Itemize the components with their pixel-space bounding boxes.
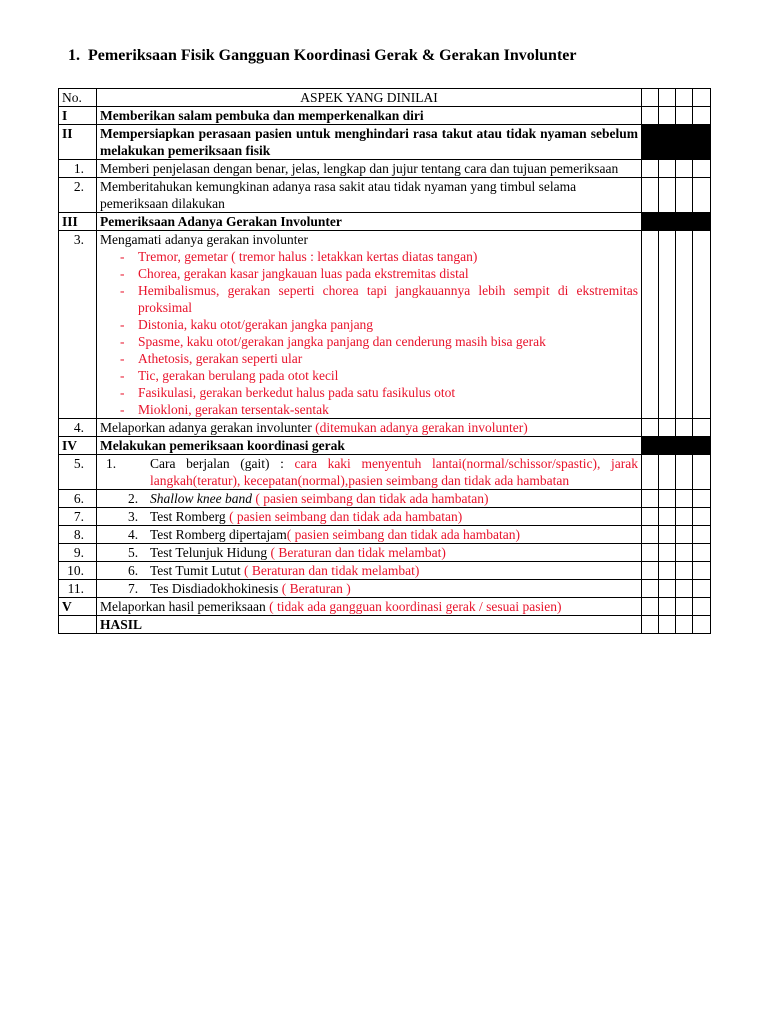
row-number: 6. bbox=[59, 490, 97, 508]
score-cell[interactable] bbox=[642, 419, 659, 437]
score-cell[interactable] bbox=[659, 231, 676, 419]
table-row bbox=[59, 231, 711, 419]
score-cell[interactable] bbox=[676, 526, 693, 544]
assessment-table bbox=[58, 88, 711, 634]
score-cell[interactable] bbox=[642, 107, 659, 125]
row-number: 7. bbox=[59, 508, 97, 526]
table-row bbox=[59, 490, 711, 508]
score-cell[interactable] bbox=[659, 455, 676, 490]
row-note: ( pasien seimbang dan tidak ada hambatan) bbox=[286, 527, 520, 542]
table-row bbox=[59, 508, 711, 526]
score-cell[interactable] bbox=[676, 562, 693, 580]
score-cell[interactable] bbox=[676, 544, 693, 562]
score-cell[interactable] bbox=[642, 598, 659, 616]
shaded-cell bbox=[642, 125, 659, 160]
list-item: - Miokloni, gerakan tersentak-sentak bbox=[120, 402, 329, 417]
row-number: 10. bbox=[59, 562, 97, 580]
score-cell[interactable] bbox=[642, 580, 659, 598]
score-cell[interactable] bbox=[693, 598, 711, 616]
row-number: 1. bbox=[59, 160, 97, 178]
row-aspect: 6. Test Tumit Lutut ( Beraturan dan tidak melambat) bbox=[97, 562, 642, 580]
row-note: ( Beraturan dan tidak melambat) bbox=[240, 563, 420, 578]
step-number: 6. bbox=[128, 563, 139, 578]
hasil-label: HASIL bbox=[97, 616, 642, 634]
score-cell[interactable] bbox=[676, 107, 693, 125]
score-cell[interactable] bbox=[659, 544, 676, 562]
list-item: - Hemibalismus, gerakan seperti chorea tapi jangkauannya lebih sempit di ekstremitas proksimal bbox=[120, 283, 638, 315]
score-cell[interactable] bbox=[659, 526, 676, 544]
shaded-cell bbox=[676, 125, 693, 160]
score-cell[interactable] bbox=[659, 160, 676, 178]
row-note: ( pasien seimbang dan tidak ada hambatan) bbox=[251, 491, 489, 506]
table-row bbox=[59, 213, 711, 231]
shaded-cell bbox=[659, 213, 676, 231]
table-row-hasil bbox=[59, 616, 711, 634]
step-number: 1. bbox=[106, 456, 117, 471]
header-aspek: ASPEK YANG DINILAI bbox=[97, 89, 642, 107]
score-cell[interactable] bbox=[659, 598, 676, 616]
score-cell[interactable] bbox=[642, 544, 659, 562]
score-cell[interactable] bbox=[693, 107, 711, 125]
list-item: - Fasikulasi, gerakan berkedut halus pada satu fasikulus otot bbox=[120, 385, 456, 400]
step-number: 2. bbox=[128, 491, 139, 506]
table-header-row bbox=[59, 89, 711, 107]
shaded-cell bbox=[659, 437, 676, 455]
list-item: - Spasme, kaku otot/gerakan jangka panjang dan cenderung masih bisa gerak bbox=[120, 334, 546, 349]
score-cell[interactable] bbox=[693, 160, 711, 178]
table-row bbox=[59, 160, 711, 178]
table-row bbox=[59, 544, 711, 562]
step-number: 3. bbox=[128, 509, 139, 524]
score-cell[interactable] bbox=[642, 508, 659, 526]
score-cell[interactable] bbox=[676, 419, 693, 437]
list-item: - Distonia, kaku otot/gerakan jangka panjang bbox=[120, 317, 374, 332]
header-no: No. bbox=[59, 89, 97, 107]
score-cell[interactable] bbox=[659, 508, 676, 526]
shaded-cell bbox=[642, 437, 659, 455]
row-note: cara kaki menyentuh lantai(normal/schissor/spastic), jarak langkah(teratur), kecepatan(normal),pasien seimbang dan tidak ada hambatan bbox=[150, 456, 638, 488]
row-number: V bbox=[59, 598, 97, 616]
score-cell[interactable] bbox=[642, 178, 659, 213]
involuntary-movement-list bbox=[100, 248, 638, 418]
row-number: I bbox=[59, 107, 97, 125]
row-number: 11. bbox=[59, 580, 97, 598]
shaded-cell bbox=[693, 125, 711, 160]
row-aspect: Melakukan pemeriksaan koordinasi gerak bbox=[97, 437, 642, 455]
score-cell[interactable] bbox=[676, 598, 693, 616]
table-row bbox=[59, 562, 711, 580]
score-cell[interactable] bbox=[659, 562, 676, 580]
title-text: Pemeriksaan Fisik Gangguan Koordinasi Gerak & Gerakan Involunter bbox=[88, 47, 577, 64]
table-row bbox=[59, 419, 711, 437]
row-number bbox=[59, 616, 97, 634]
row-aspect: 1. Cara berjalan (gait) : cara kaki menyentuh lantai(normal/schissor/spastic), jarak langkah(teratur), kecepatan(normal),pasien seimbang dan tidak ada hambatan bbox=[97, 455, 642, 490]
row-aspect bbox=[97, 231, 642, 419]
table-row bbox=[59, 178, 711, 213]
table-row bbox=[59, 437, 711, 455]
row-aspect-text: Mengamati adanya gerakan involunter bbox=[100, 232, 309, 247]
row-number: 8. bbox=[59, 526, 97, 544]
score-cell[interactable] bbox=[676, 616, 693, 634]
step-number: 4. bbox=[128, 527, 139, 542]
score-cell[interactable] bbox=[693, 508, 711, 526]
shaded-cell bbox=[642, 213, 659, 231]
score-cell[interactable] bbox=[693, 580, 711, 598]
table-row bbox=[59, 455, 711, 490]
row-number: 5. bbox=[59, 455, 97, 490]
row-aspect: Mempersiapkan perasaan pasien untuk menghindari rasa takut atau tidak nyaman sebelum melakukan pemeriksaan fisik bbox=[97, 125, 642, 160]
table-row bbox=[59, 107, 711, 125]
row-aspect: 7. Tes Disdiadokhokinesis ( Beraturan ) bbox=[97, 580, 642, 598]
row-number: IV bbox=[59, 437, 97, 455]
table-row bbox=[59, 125, 711, 160]
score-cell[interactable] bbox=[676, 490, 693, 508]
score-cell[interactable] bbox=[693, 89, 711, 107]
score-cell[interactable] bbox=[676, 178, 693, 213]
row-aspect: Melaporkan adanya gerakan involunter (ditemukan adanya gerakan involunter) bbox=[97, 419, 642, 437]
score-cell[interactable] bbox=[642, 89, 659, 107]
score-cell[interactable] bbox=[659, 580, 676, 598]
row-note: ( Beraturan ) bbox=[278, 581, 351, 596]
row-aspect: Memberitahukan kemungkinan adanya rasa sakit atau tidak nyaman yang timbul selama pemeriksaan dilakukan bbox=[97, 178, 642, 213]
row-note: ( pasien seimbang dan tidak ada hambatan) bbox=[225, 509, 463, 524]
score-cell[interactable] bbox=[642, 616, 659, 634]
score-cell[interactable] bbox=[693, 231, 711, 419]
row-aspect: 2. Shallow knee band ( pasien seimbang dan tidak ada hambatan) bbox=[97, 490, 642, 508]
row-aspect: 4. Test Romberg dipertajam( pasien seimbang dan tidak ada hambatan) bbox=[97, 526, 642, 544]
table-row bbox=[59, 526, 711, 544]
row-aspect: Melaporkan hasil pemeriksaan ( tidak ada gangguan koordinasi gerak / sesuai pasien) bbox=[97, 598, 642, 616]
score-cell[interactable] bbox=[659, 178, 676, 213]
shaded-cell bbox=[676, 213, 693, 231]
table-row bbox=[59, 598, 711, 616]
row-aspect: Memberikan salam pembuka dan memperkenalkan diri bbox=[97, 107, 642, 125]
score-cell[interactable] bbox=[642, 526, 659, 544]
score-cell[interactable] bbox=[693, 490, 711, 508]
step-number: 7. bbox=[128, 581, 139, 596]
row-number: 3. bbox=[59, 231, 97, 419]
list-item: - Chorea, gerakan kasar jangkauan luas pada ekstremitas distal bbox=[120, 266, 469, 281]
shaded-cell bbox=[676, 437, 693, 455]
score-cell[interactable] bbox=[659, 419, 676, 437]
score-cell[interactable] bbox=[693, 616, 711, 634]
score-cell[interactable] bbox=[693, 419, 711, 437]
score-cell[interactable] bbox=[693, 544, 711, 562]
shaded-cell bbox=[659, 125, 676, 160]
score-cell[interactable] bbox=[642, 455, 659, 490]
score-cell[interactable] bbox=[693, 526, 711, 544]
row-aspect: 3. Test Romberg ( pasien seimbang dan tidak ada hambatan) bbox=[97, 508, 642, 526]
page-title bbox=[68, 47, 576, 65]
row-number: III bbox=[59, 213, 97, 231]
row-number: 2. bbox=[59, 178, 97, 213]
score-cell[interactable] bbox=[659, 616, 676, 634]
score-cell[interactable] bbox=[676, 580, 693, 598]
score-cell[interactable] bbox=[676, 231, 693, 419]
row-number: 4. bbox=[59, 419, 97, 437]
table-row bbox=[59, 580, 711, 598]
shaded-cell bbox=[693, 213, 711, 231]
score-cell[interactable] bbox=[693, 562, 711, 580]
list-item: - Athetosis, gerakan seperti ular bbox=[120, 351, 303, 366]
score-cell[interactable] bbox=[676, 508, 693, 526]
score-cell[interactable] bbox=[642, 160, 659, 178]
score-cell[interactable] bbox=[693, 455, 711, 490]
row-aspect: Memberi penjelasan dengan benar, jelas, lengkap dan jujur tentang cara dan tujuan pemeriksaan bbox=[97, 160, 642, 178]
row-aspect: 5. Test Telunjuk Hidung ( Beraturan dan tidak melambat) bbox=[97, 544, 642, 562]
title-number: 1. bbox=[68, 47, 80, 64]
score-cell[interactable] bbox=[642, 490, 659, 508]
row-note: ( Beraturan dan tidak melambat) bbox=[267, 545, 446, 560]
row-number: 9. bbox=[59, 544, 97, 562]
score-cell[interactable] bbox=[676, 455, 693, 490]
score-cell[interactable] bbox=[676, 160, 693, 178]
score-cell[interactable] bbox=[676, 89, 693, 107]
row-aspect: Pemeriksaan Adanya Gerakan Involunter bbox=[97, 213, 642, 231]
list-item: - Tremor, gemetar ( tremor halus : letakkan kertas diatas tangan) bbox=[120, 249, 478, 264]
score-cell[interactable] bbox=[659, 89, 676, 107]
shaded-cell bbox=[693, 437, 711, 455]
row-number: II bbox=[59, 125, 97, 160]
row-note: ( tidak ada gangguan koordinasi gerak / sesuai pasien) bbox=[265, 599, 562, 614]
score-cell[interactable] bbox=[642, 231, 659, 419]
step-number: 5. bbox=[128, 545, 139, 560]
score-cell[interactable] bbox=[659, 107, 676, 125]
score-cell[interactable] bbox=[693, 178, 711, 213]
list-item: - Tic, gerakan berulang pada otot kecil bbox=[120, 368, 339, 383]
score-cell[interactable] bbox=[642, 562, 659, 580]
score-cell[interactable] bbox=[659, 490, 676, 508]
row-note: (ditemukan adanya gerakan involunter) bbox=[315, 420, 528, 435]
